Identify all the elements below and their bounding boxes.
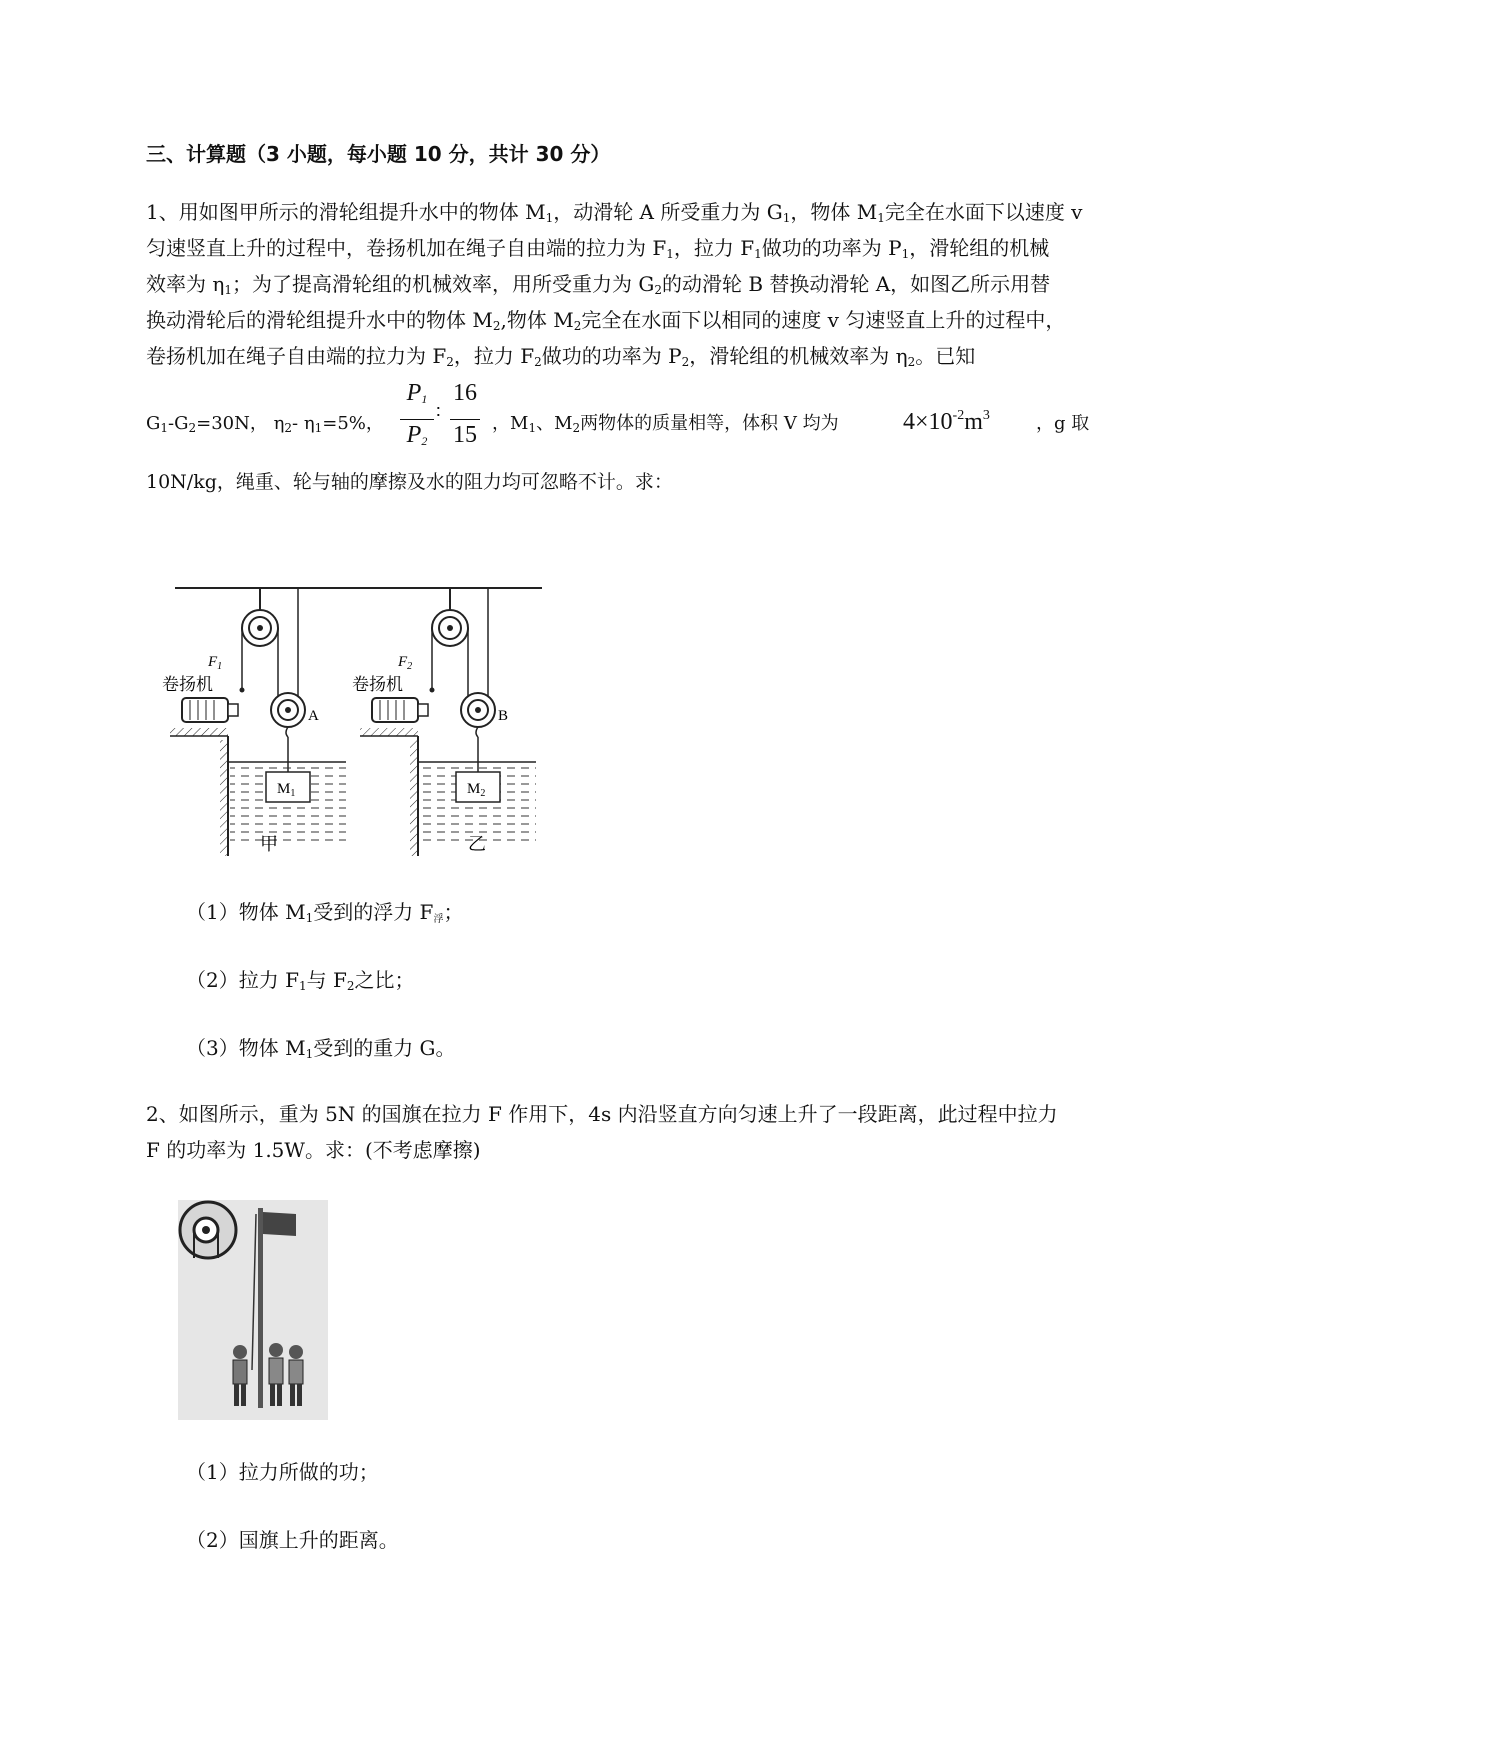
ratio-numerator: 16 xyxy=(453,380,477,406)
volume-value: $4\times 10^{-2}m^3$ xyxy=(903,408,990,435)
q1-sub-2: （2）拉力 $F_1$与 $F_2$之比； xyxy=(186,968,415,993)
power-ratio-denominator: $P_2$ xyxy=(406,422,428,448)
right-system xyxy=(352,588,536,856)
pulley-label-a: A xyxy=(308,708,319,724)
section-title: 三、计算题（3 小题，每小题 10 分，共计 30 分） xyxy=(146,142,611,166)
mass-label-m1: $M_1$ xyxy=(277,781,296,799)
q1-sub-3: （3）物体 $M_1$受到的重力 G。 xyxy=(186,1036,456,1061)
q1-line-5: 卷扬机加在绳子自由端的拉力为 $F_2$，拉力 $F_2$做功的功率为 $P_2$，滑轮组的机械效率为 $\eta_2$。已知 xyxy=(146,344,976,369)
q2-sub-2: （2）国旗上升的距离。 xyxy=(186,1528,399,1552)
q1-line-4: 换动滑轮后的滑轮组提升水中的物体 $M_2$,物体 $M_2$完全在水面下以相同的速度 v 匀速竖直上升的过程中， xyxy=(146,308,1066,333)
q1-line-3: 效率为 $\eta_1$；为了提高滑轮组的机械效率，用所受重力为 $G_2$的动滑轮 B 替换动滑轮 A，如图乙所示用替 xyxy=(146,272,1051,297)
q1-line-6-start: $G_1-G_2=30N$， $\eta_2-$ $\eta_1=5\%$， xyxy=(146,413,384,435)
figure-label-yi: 乙 xyxy=(468,834,486,855)
winch-left xyxy=(182,698,228,722)
q2-line-1: 2、如图所示，重为 5N 的国旗在拉力 F 作用下，4s 内沿竖直方向匀速上升了一段距离，此过程中拉力 xyxy=(146,1102,1058,1126)
q1-line-7: 10N/kg，绳重、轮与轴的摩擦及水的阻力均可忽略不计。求： xyxy=(146,471,673,493)
fraction-bar-2 xyxy=(450,419,480,420)
winch-right xyxy=(372,698,418,722)
left-system xyxy=(162,588,346,856)
q1-line-2: 匀速竖直上升的过程中，卷扬机加在绳子自由端的拉力为 $F_1$，拉力 $F_1$做功的功率为 $P_1$，滑轮组的机械 xyxy=(146,236,1050,261)
q1-line-1: 1、用如图甲所示的滑轮组提升水中的物体 $M_1$，动滑轮 A 所受重力为 $G_1$，物体 $M_1$完全在水面下以速度 v xyxy=(146,200,1083,225)
pulley-system-figure xyxy=(162,580,550,860)
pulley-label-b: B xyxy=(498,708,509,724)
q2-line-2: F 的功率为 1.5W。求：(不考虑摩擦) xyxy=(146,1138,481,1162)
figure-label-jia: 甲 xyxy=(260,834,278,855)
q1-line-6-end: ，g 取 xyxy=(1036,413,1090,434)
q2-sub-1: （1）拉力所做的功； xyxy=(186,1460,379,1484)
force-label-f2: $F_2$ xyxy=(398,654,413,672)
ratio-sign: ∶ xyxy=(436,402,441,422)
q1-sub-1: （1）物体 $M_1$受到的浮力 $F_浮$； xyxy=(186,900,464,925)
flag-pole xyxy=(258,1208,263,1408)
power-ratio-numerator: $P_1$ xyxy=(406,380,428,406)
flag-icon xyxy=(263,1212,296,1236)
winch-label-right: 卷扬机 xyxy=(352,675,403,695)
ratio-denominator: 15 xyxy=(453,422,477,448)
winch-label-left: 卷扬机 xyxy=(162,675,213,695)
mass-label-m2: $M_2$ xyxy=(467,781,486,799)
force-label-f1: $F_1$ xyxy=(208,654,223,672)
fraction-bar-1 xyxy=(400,419,434,420)
q1-line-6-middle: ，$M_1$、$M_2$两物体的质量相等，体积 V 均为 xyxy=(492,413,839,435)
flag-raising-figure xyxy=(178,1200,328,1420)
